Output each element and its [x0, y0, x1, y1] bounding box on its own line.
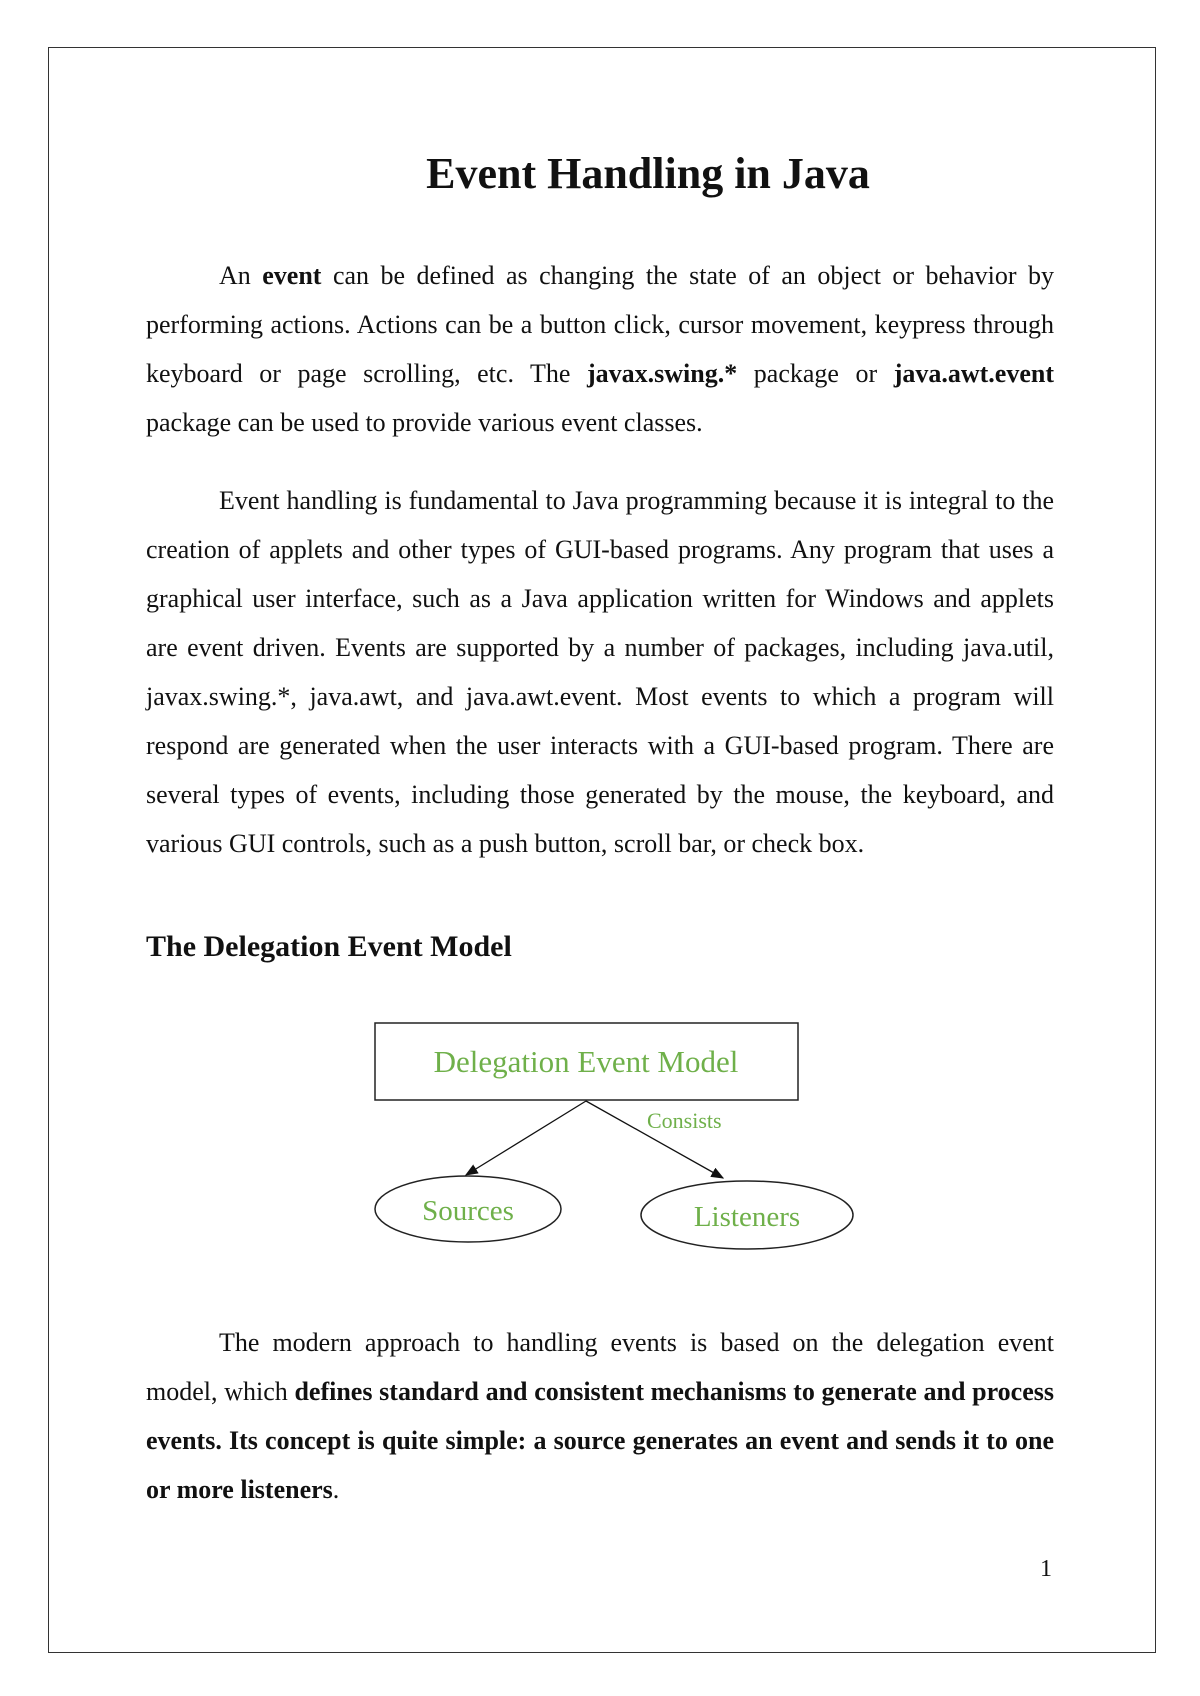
intro-paragraph: [146, 251, 1054, 447]
section-heading: The Delegation Event Model: [146, 930, 512, 963]
p1-text-4: package can be used to provide various event classes.: [146, 408, 703, 437]
modern-approach-paragraph: [146, 1318, 1054, 1514]
delegation-diagram: [360, 1015, 860, 1255]
p3-text-1: The modern approach to handling events is based on the delegation event model, which: [146, 1328, 1054, 1406]
arrow-to-sources: [466, 1101, 586, 1175]
delegation-diagram-svg: [360, 1015, 860, 1255]
event-handling-paragraph: Event handling is fundamental to Java programming because it is integral to the creation of applets and other types of GUI-based programs. Any program that uses a graphical user interface, such as a Java application written for Windows and applets are event driven. Events are supported by a number of packages, including java.util, javax.swing.*, java.awt, and java.awt.event. Most events to which a program will respond are generated when the user interacts with a GUI-based program. There are several types of events, including those generated by the mouse, the keyboard, and various GUI controls, such as a push button, scroll bar, or check box.: [146, 486, 1054, 858]
p1-text-2: can be defined as changing the state of an object or behavior by performing actions. Actions can be a button click, cursor movement, keypress through keyboard or page scrolling, etc. The: [146, 261, 1054, 388]
edge-label-consists: Consists: [647, 1108, 722, 1133]
p1-bold-awt-event: java.awt.event: [893, 359, 1054, 388]
p1-bold-event: event: [262, 261, 322, 290]
listeners-label: Listeners: [693, 1201, 801, 1233]
page-number: 1: [1040, 1556, 1052, 1582]
root-box-label: Delegation Event Model: [433, 1044, 739, 1079]
p1-text-1: An: [219, 261, 263, 290]
sources-label: Sources: [422, 1195, 514, 1227]
p1-bold-swing: javax.swing.*: [586, 359, 738, 388]
p3-bold-text: defines standard and consistent mechanisms to generate and process events. Its concept is quite simple: a source generates an event and sends it to one or more listeners: [146, 1377, 1055, 1504]
p1-text-3: package or: [737, 359, 894, 388]
p3-text-2: .: [332, 1475, 340, 1504]
page-title: Event Handling in Java: [426, 149, 870, 198]
